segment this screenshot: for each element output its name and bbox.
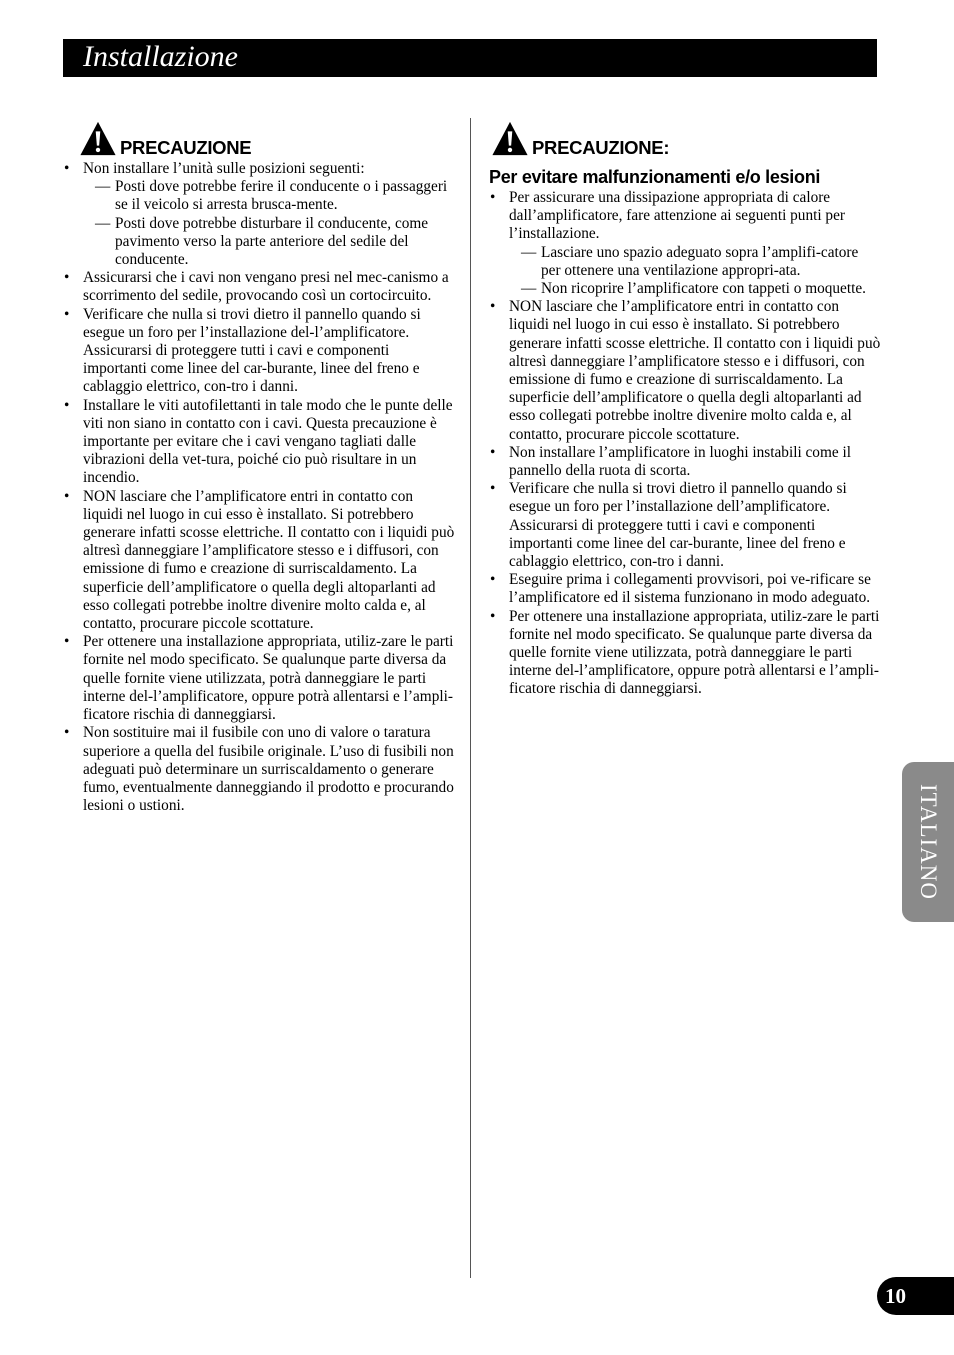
caution-title: PRECAUZIONE:	[532, 137, 670, 158]
language-tab-label: ITALIANO	[916, 783, 941, 901]
column-divider	[470, 118, 471, 1278]
warning-triangle-icon	[491, 120, 529, 158]
sub-list	[509, 244, 881, 299]
caution-title: PRECAUZIONE	[120, 137, 252, 158]
list-item-text: Non installare l’unità sulle posizioni seguenti:	[83, 160, 365, 177]
language-tab	[902, 762, 954, 922]
caution-heading-right	[489, 118, 881, 158]
sub-list-item: — Posti dove potrebbe disturbare il conducente, come pavimento verso la parte anteriore del sedile del conducente.	[83, 215, 455, 270]
warning-triangle-icon	[79, 120, 117, 158]
list-item: • NON lasciare che l’amplificatore entri in contatto con liquidi nel luogo in cui esso è installato. Si potrebbero generare infatti scosse elettriche. Il contatto con i liquidi può altresì danneggiare l’amplificatore stesso e i diffusori, con emissione di fumo e creazione di surriscaldamento. La superficie dell’amplificatore o quella degli altoparlanti ad esso collegati potrebbe inoltre divenire molto calda e, al contatto, procurare piccole scottature.	[489, 298, 881, 444]
left-column	[63, 118, 455, 815]
list-item: • Installare le viti autofilettanti in tale modo che le punte delle viti non siano in contatto con i cavi. Questa precauzione è importante per evitare che i cavi vengano tagliati dalle vibrazioni della vet-tura, poiché cio può risultare in un incendio.	[63, 397, 455, 488]
list-item: • Per ottenere una installazione appropriata, utiliz-zare le parti fornite nel modo specificato. Se qualunque parte diversa da quelle fornite viene utilizzata, potrà danneggiare le parti interne del-l’amplificatore, oppure potrà allentarsi e l’ampli-ficatore rischia di danneggiarsi.	[63, 633, 455, 724]
caution-list	[63, 160, 455, 815]
list-item: • Non sostituire mai il fusibile con uno di valore o taratura superiore a quella del fusibile originale. L’uso di fusibili non adeguati può determinare un surriscaldamento o generare fumo, eventualmente danneggiando il prodotto e procurando lesioni o ustioni.	[63, 724, 455, 815]
caution-heading-left	[63, 118, 455, 158]
list-item: • Non installare l’amplificatore in luoghi instabili come il pannello della ruota di scorta.	[489, 444, 881, 480]
sub-list-item: — Posti dove potrebbe ferire il conducente o i passaggeri se il veicolo si arresta brusca-mente.	[83, 178, 455, 214]
page-number-badge	[877, 1277, 954, 1315]
section-subtitle: Per evitare malfunzionamenti e/o lesioni	[489, 167, 821, 187]
list-item: • Per ottenere una installazione appropriata, utiliz-zare le parti fornite nel modo specificato. Se qualunque parte diversa da quelle fornite viene utilizzata, potrà danneggiare le parti interne del-l’amplificatore, oppure potrà allentarsi e l’ampli-ficatore rischia di danneggiarsi.	[489, 608, 881, 699]
page-number: 10	[885, 1284, 906, 1308]
list-item: • Verificare che nulla si trovi dietro il pannello quando si esegue un foro per l’installazione dell’amplificatore. Assicurarsi di proteggere tutti i cavi e componenti importanti come linee del car-burante, linee del freno e cablaggio elettrico, con-tro i danni.	[489, 480, 881, 571]
sub-list-item: — Non ricoprire l’amplificatore con tappeti o moquette.	[509, 280, 881, 298]
list-item	[489, 189, 881, 298]
sub-list	[83, 178, 455, 269]
page-title: Installazione	[83, 40, 238, 73]
list-item-text: Per assicurare una dissipazione appropriata di calore dall’amplificatore, fare attenzione ai seguenti punti per l’installazione.	[509, 189, 845, 243]
header-bar	[63, 39, 877, 77]
list-item: • Verificare che nulla si trovi dietro il pannello quando si esegue un foro per l’installazione del-l’amplificatore. Assicurarsi di proteggere tutti i cavi e componenti importanti come linee del car-burante, linee del freno e cablaggio elettrico, con-tro i danni.	[63, 306, 455, 397]
caution-list	[489, 189, 881, 699]
sub-list-item: — Lasciare uno spazio adeguato sopra l’amplifi-catore per ottenere una ventilazione appropri-ata.	[509, 244, 881, 280]
list-item: • NON lasciare che l’amplificatore entri in contatto con liquidi nel luogo in cui esso è installato. Si potrebbero generare infatti scosse elettriche. Il contatto con i liquidi può altresì danneggiare l’amplificatore stesso e i diffusori, con emissione di fumo e creazione di surriscaldamento. La superficie dell’amplificatore o quella degli altoparlanti ad esso collegati potrebbe inoltre divenire molto calda e, al contatto, procurare piccole scottature.	[63, 488, 455, 634]
right-column	[489, 118, 881, 699]
list-item: • Assicurarsi che i cavi non vengano presi nel mec-canismo a scorrimento del sedile, provocando così un cortocircuito.	[63, 269, 455, 305]
list-item: • Eseguire prima i collegamenti provvisori, poi ve-rificare se l’amplificatore ed il sistema funzionano in modo adeguato.	[489, 571, 881, 607]
list-item	[63, 160, 455, 269]
